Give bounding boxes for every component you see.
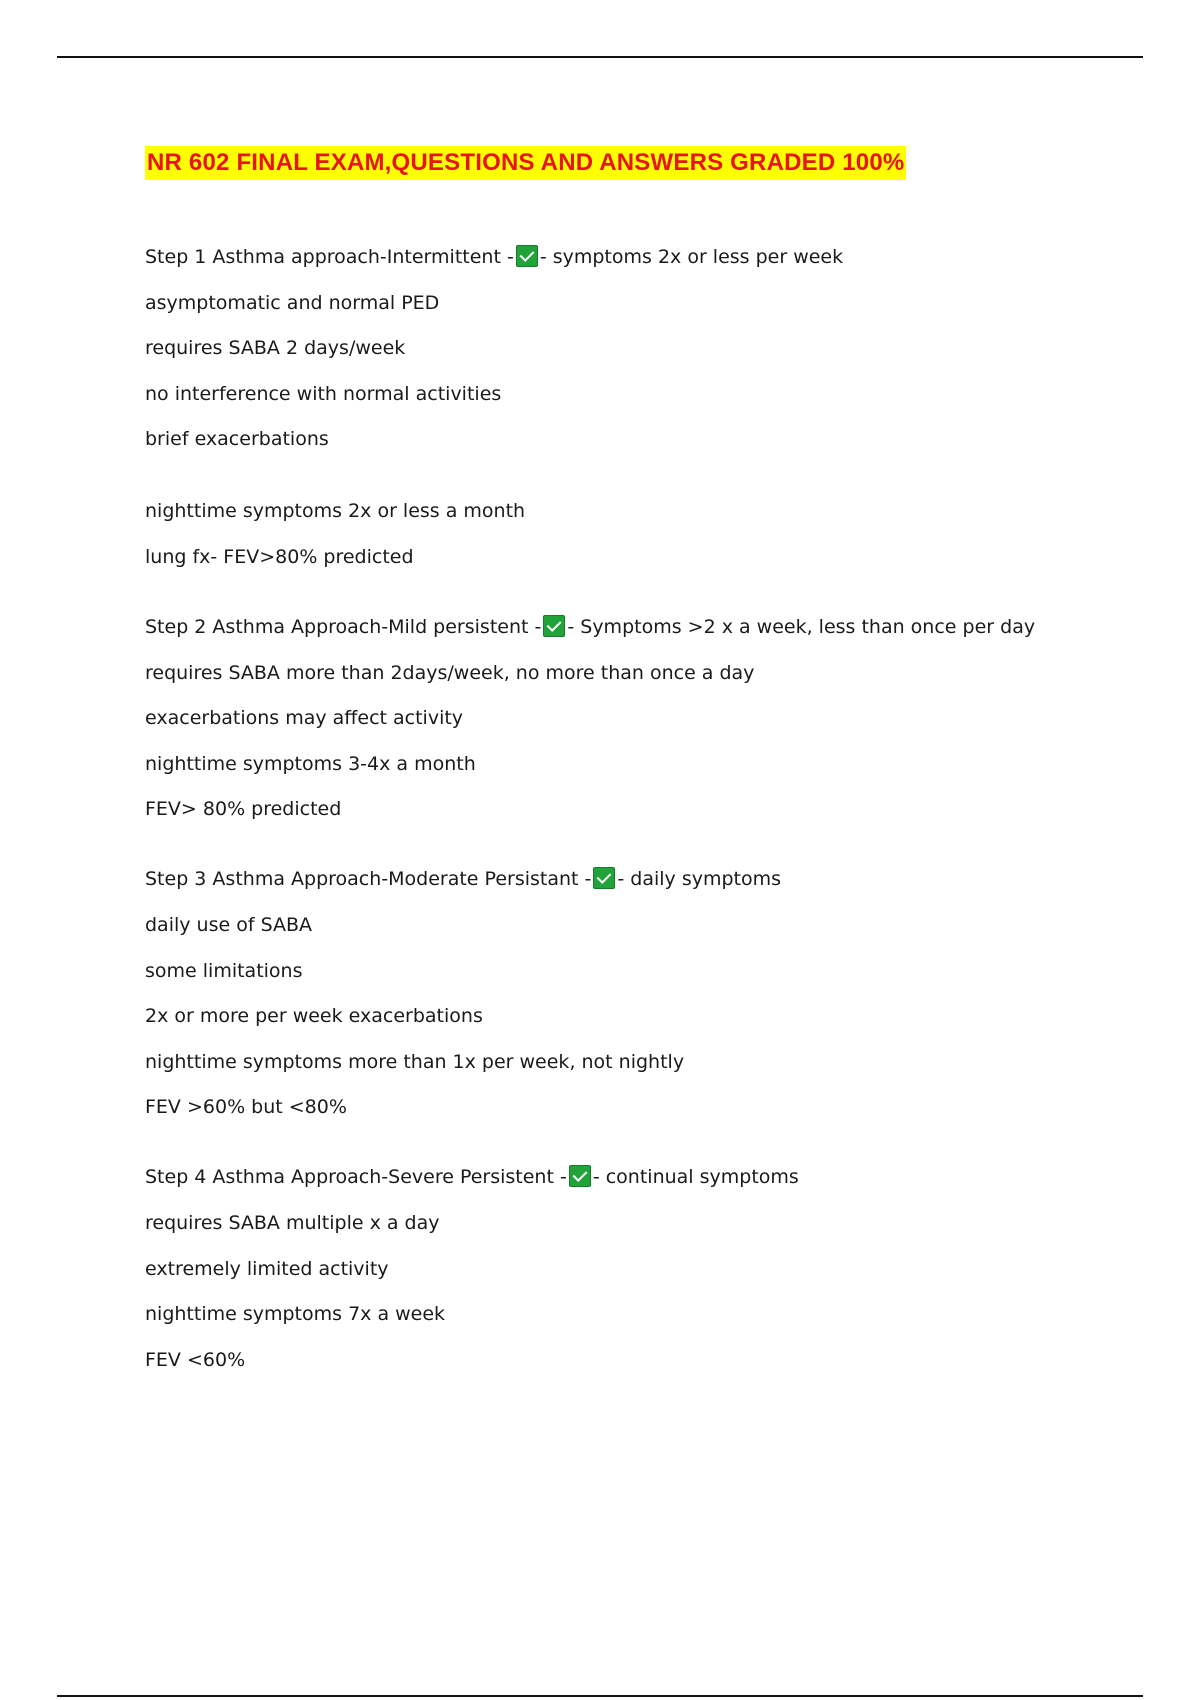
question-line <box>145 866 1145 892</box>
answer-line: exacerbations may affect activity <box>145 707 464 730</box>
answer-line: FEV> 80% predicted <box>145 798 342 821</box>
answer-line: extremely limited activity <box>145 1257 389 1280</box>
question-line <box>145 614 1145 640</box>
answer-line: no interference with normal activities <box>145 382 502 405</box>
answer-line: some limitations <box>145 959 303 982</box>
answer-line: requires SABA 2 days/week <box>145 337 406 360</box>
document-body <box>145 146 1145 1417</box>
qa-sections <box>145 244 1145 1373</box>
top-rule <box>57 56 1143 58</box>
question-line <box>145 244 1145 270</box>
check-mark-icon <box>593 867 615 889</box>
question-line <box>145 1164 1145 1190</box>
answer-line: FEV >60% but <80% <box>145 1096 347 1119</box>
qa-section-step-3 <box>145 866 1145 1120</box>
answer-text: - symptoms 2x or less per week <box>539 246 844 268</box>
answer-line: daily use of SABA <box>145 913 313 936</box>
answer-line: nighttime symptoms 3-4x a month <box>145 752 476 775</box>
answer-text: - daily symptoms <box>617 868 782 891</box>
check-mark-icon <box>569 1165 591 1187</box>
bottom-rule <box>57 1695 1143 1697</box>
answer-line: FEV <60% <box>145 1348 246 1371</box>
answer-line: lung fx- FEV>80% predicted <box>145 545 414 568</box>
question-text: Step 3 Asthma Approach-Moderate Persistant - <box>145 868 592 891</box>
check-mark-icon <box>516 245 538 267</box>
answer-line: nighttime symptoms more than 1x per week, not nightly <box>145 1050 685 1073</box>
qa-section-step-1 <box>145 244 1145 570</box>
answer-line: nighttime symptoms 7x a week <box>145 1303 446 1326</box>
answer-line: brief exacerbations <box>145 428 329 451</box>
answer-line: requires SABA multiple x a day <box>145 1211 440 1234</box>
question-text: Step 4 Asthma Approach-Severe Persistent - <box>145 1166 567 1189</box>
answer-line: 2x or more per week exacerbations <box>145 1005 483 1028</box>
answer-line: nighttime symptoms 2x or less a month <box>145 500 526 523</box>
qa-section-step-4 <box>145 1164 1145 1372</box>
answer-text: - Symptoms >2 x a week, less than once per day <box>567 615 1036 638</box>
check-mark-icon <box>543 615 565 637</box>
qa-section-step-2 <box>145 614 1145 822</box>
question-text: Step 1 Asthma approach-Intermittent - <box>145 246 514 268</box>
question-text: Step 2 Asthma Approach-Mild persistent - <box>145 615 542 638</box>
answer-line: requires SABA more than 2days/week, no more than once a day <box>145 661 755 684</box>
answer-text: - continual symptoms <box>592 1166 799 1189</box>
document-title: NR 602 FINAL EXAM,QUESTIONS AND ANSWERS GRADED 100% <box>145 146 906 180</box>
answer-line: asymptomatic and normal PED <box>145 291 440 314</box>
